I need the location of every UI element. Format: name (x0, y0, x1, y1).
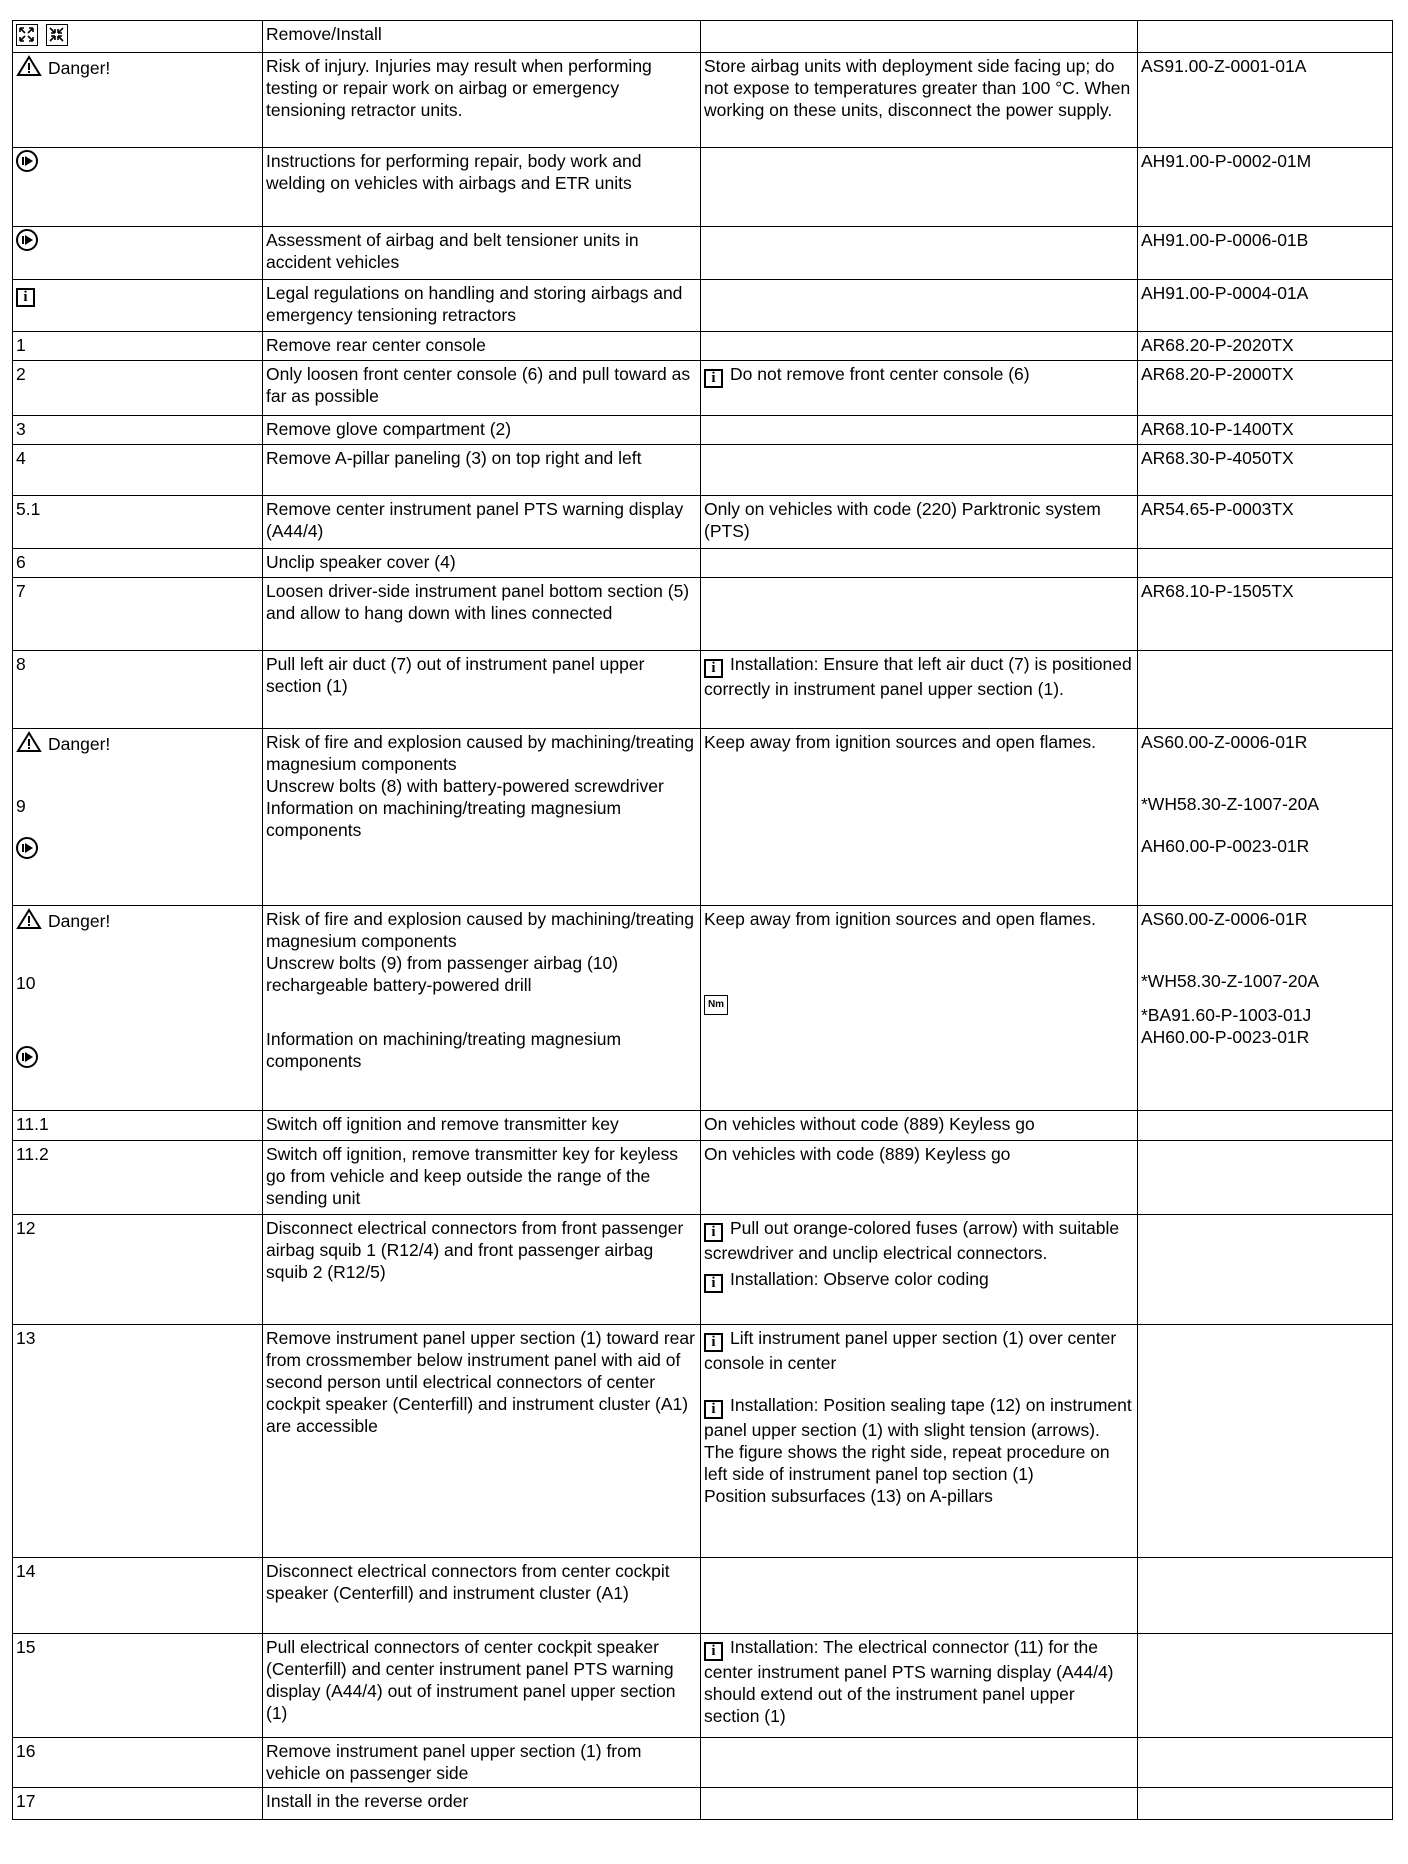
table-row (13, 1325, 1393, 1558)
step-text: Disconnect electrical connectors from center cockpit speaker (Centerfill) and instrument cluster (A1) (263, 1558, 701, 1634)
step-note: Lift instrument panel upper section (1) over center console in center (704, 1328, 1117, 1373)
step-text: Remove rear center console (263, 332, 701, 361)
step-text: Install in the reverse order (263, 1788, 701, 1820)
step-number: 14 (13, 1558, 263, 1634)
table-row (13, 1738, 1393, 1788)
table-row (13, 496, 1393, 549)
reference-arrow-icon (16, 150, 38, 172)
table-row (13, 1558, 1393, 1634)
table-row (13, 906, 1393, 1111)
table-row (13, 549, 1393, 578)
reference-arrow-icon (16, 229, 38, 251)
step-note: On vehicles without code (889) Keyless go (701, 1111, 1138, 1141)
reference-arrow-icon (16, 837, 38, 859)
step-number: 16 (13, 1738, 263, 1788)
warning-triangle-icon (16, 908, 42, 930)
info-icon: i (16, 288, 35, 307)
info-text: Information on machining/treating magnesium components (266, 798, 622, 840)
step-number: 4 (13, 445, 263, 496)
reference-arrow-icon (16, 1046, 38, 1068)
step-note: Do not remove front center console (6) (730, 364, 1030, 384)
installation-note: Installation: Observe color coding (730, 1269, 989, 1289)
reference-link[interactable]: AS60.00-Z-0006-01R (1141, 909, 1308, 929)
step-number: 11.2 (13, 1141, 263, 1215)
fullscreen-in-icon[interactable] (16, 24, 38, 46)
reference-link[interactable]: AR68.20-P-2000TX (1138, 361, 1393, 416)
info-icon: i (704, 1333, 723, 1352)
step-text: Remove A-pillar paneling (3) on top right and left (263, 445, 701, 496)
reference-link[interactable]: AR68.20-P-2020TX (1138, 332, 1393, 361)
step-number: 15 (13, 1634, 263, 1738)
table-row (13, 21, 1393, 53)
step-number: 13 (13, 1325, 263, 1558)
step-number: 17 (13, 1788, 263, 1820)
table-row (13, 729, 1393, 906)
table-row (13, 148, 1393, 227)
info-icon: i (704, 1400, 723, 1419)
danger-label: Danger! (48, 911, 111, 931)
danger-text: Risk of fire and explosion caused by machining/treating magnesium components (266, 909, 695, 951)
step-text: Risk of injury. Injuries may result when performing testing or repair work on airbag or emergency tensioning retractor units. (263, 53, 701, 148)
step-number: 9 (16, 796, 26, 816)
step-note: On vehicles with code (889) Keyless go (701, 1141, 1138, 1215)
step-number: 7 (13, 578, 263, 651)
danger-note: Keep away from ignition sources and open flames. (704, 909, 1097, 929)
step-text: Remove glove compartment (2) (263, 416, 701, 445)
step-text: Switch off ignition, remove transmitter key for keyless go from vehicle and keep outside the range of the sending unit (263, 1141, 701, 1215)
danger-label: Danger! (48, 734, 111, 754)
step-text: Unscrew bolts (9) from passenger airbag (10) rechargeable battery-powered drill (266, 953, 619, 995)
step-text: Legal regulations on handling and storing airbags and emergency tensioning retractors (263, 280, 701, 332)
table-row (13, 227, 1393, 280)
step-text: Switch off ignition and remove transmitter key (263, 1111, 701, 1141)
table-row (13, 280, 1393, 332)
warning-triangle-icon (16, 55, 42, 77)
reference-link[interactable]: AR54.65-P-0003TX (1138, 496, 1393, 549)
step-number: 1 (13, 332, 263, 361)
step-text: Instructions for performing repair, body work and welding on vehicles with airbags and ETR units (263, 148, 701, 227)
step-number: 3 (13, 416, 263, 445)
warning-triangle-icon (16, 731, 42, 753)
step-note: Position subsurfaces (13) on A-pillars (704, 1486, 993, 1506)
step-text: Remove center instrument panel PTS warning display (A44/4) (263, 496, 701, 549)
danger-text: Risk of fire and explosion caused by machining/treating magnesium components (266, 732, 695, 774)
info-text: Information on machining/treating magnesium components (266, 1029, 622, 1071)
step-text: Remove instrument panel upper section (1) toward rear from crossmember below instrument panel with aid of second person until electrical connectors of center cockpit speaker (Centerfill) and instrument cluster (A1) are accessible (263, 1325, 701, 1558)
table-row (13, 53, 1393, 148)
reference-link[interactable]: *BA91.60-P-1003-01J (1141, 1005, 1312, 1025)
header-title: Remove/Install (263, 21, 701, 53)
table-row (13, 1215, 1393, 1325)
step-text: Remove instrument panel upper section (1) from vehicle on passenger side (263, 1738, 701, 1788)
info-icon: i (704, 1274, 723, 1293)
step-note: Pull out orange-colored fuses (arrow) with suitable screwdriver and unclip electrical connectors. (704, 1218, 1120, 1263)
table-row (13, 445, 1393, 496)
installation-note: Installation: Position sealing tape (12) on instrument panel upper section (1) with slight tension (arrows). The figure shows the right side, repeat procedure on left side of instrument panel top section (1) (704, 1395, 1132, 1484)
step-number: 8 (13, 651, 263, 729)
step-note: Only on vehicles with code (220) Parktronic system (PTS) (701, 496, 1138, 549)
reference-link[interactable]: *WH58.30-Z-1007-20A (1141, 971, 1319, 991)
step-note: Store airbag units with deployment side facing up; do not expose to temperatures greater than 100 °C. When working on these units, disconnect the power supply. (701, 53, 1138, 148)
table-row (13, 651, 1393, 729)
table-row (13, 578, 1393, 651)
reference-link[interactable]: AH91.00-P-0004-01A (1138, 280, 1393, 332)
info-icon: i (704, 659, 723, 678)
step-text: Assessment of airbag and belt tensioner units in accident vehicles (263, 227, 701, 280)
info-icon: i (704, 1642, 723, 1661)
reference-link[interactable]: *WH58.30-Z-1007-20A (1141, 794, 1319, 814)
step-text: Only loosen front center console (6) and pull toward as far as possible (263, 361, 701, 416)
fullscreen-out-icon[interactable] (46, 24, 68, 46)
table-row (13, 332, 1393, 361)
table-row (13, 416, 1393, 445)
step-number: 10 (16, 973, 36, 993)
table-row (13, 1141, 1393, 1215)
step-number: 6 (13, 549, 263, 578)
reference-link[interactable]: AH91.00-P-0002-01M (1138, 148, 1393, 227)
torque-nm-icon: Nm (704, 995, 728, 1015)
table-row (13, 1111, 1393, 1141)
step-text: Pull left air duct (7) out of instrument panel upper section (1) (263, 651, 701, 729)
step-number: 11.1 (13, 1111, 263, 1141)
reference-link[interactable]: AR68.30-P-4050TX (1138, 445, 1393, 496)
step-text: Unclip speaker cover (4) (263, 549, 701, 578)
header-icons-cell (13, 21, 263, 53)
table-row (13, 1634, 1393, 1738)
step-number: 12 (13, 1215, 263, 1325)
step-note: Installation: Ensure that left air duct (7) is positioned correctly in instrument panel upper section (1). (704, 654, 1132, 699)
step-text: Unscrew bolts (8) with battery-powered screwdriver (266, 776, 664, 796)
procedure-table (12, 20, 1393, 1820)
reference-link[interactable]: AH60.00-P-0023-01R (1141, 1027, 1310, 1047)
table-row (13, 1788, 1393, 1820)
info-icon: i (704, 1223, 723, 1242)
reference-link[interactable]: AH60.00-P-0023-01R (1141, 836, 1310, 856)
step-text: Loosen driver-side instrument panel bottom section (5) and allow to hang down with lines connected (263, 578, 701, 651)
danger-label: Danger! (48, 58, 111, 78)
reference-link[interactable]: AS60.00-Z-0006-01R (1141, 732, 1308, 752)
reference-link[interactable]: AR68.10-P-1400TX (1138, 416, 1393, 445)
info-icon: i (704, 369, 723, 388)
step-text: Pull electrical connectors of center cockpit speaker (Centerfill) and center instrument panel PTS warning display (A44/4) out of instrument panel upper section (1) (263, 1634, 701, 1738)
danger-note: Keep away from ignition sources and open flames. (704, 732, 1097, 752)
reference-link[interactable]: AH91.00-P-0006-01B (1138, 227, 1393, 280)
reference-link[interactable]: AS91.00-Z-0001-01A (1138, 53, 1393, 148)
step-text: Disconnect electrical connectors from front passenger airbag squib 1 (R12/4) and front passenger airbag squib 2 (R12/5) (263, 1215, 701, 1325)
reference-link[interactable]: AR68.10-P-1505TX (1138, 578, 1393, 651)
step-number: 2 (13, 361, 263, 416)
step-number: 5.1 (13, 496, 263, 549)
table-row (13, 361, 1393, 416)
installation-note: Installation: The electrical connector (11) for the center instrument panel PTS warning display (A44/4) should extend out of the instrument panel upper section (1) (704, 1637, 1114, 1726)
